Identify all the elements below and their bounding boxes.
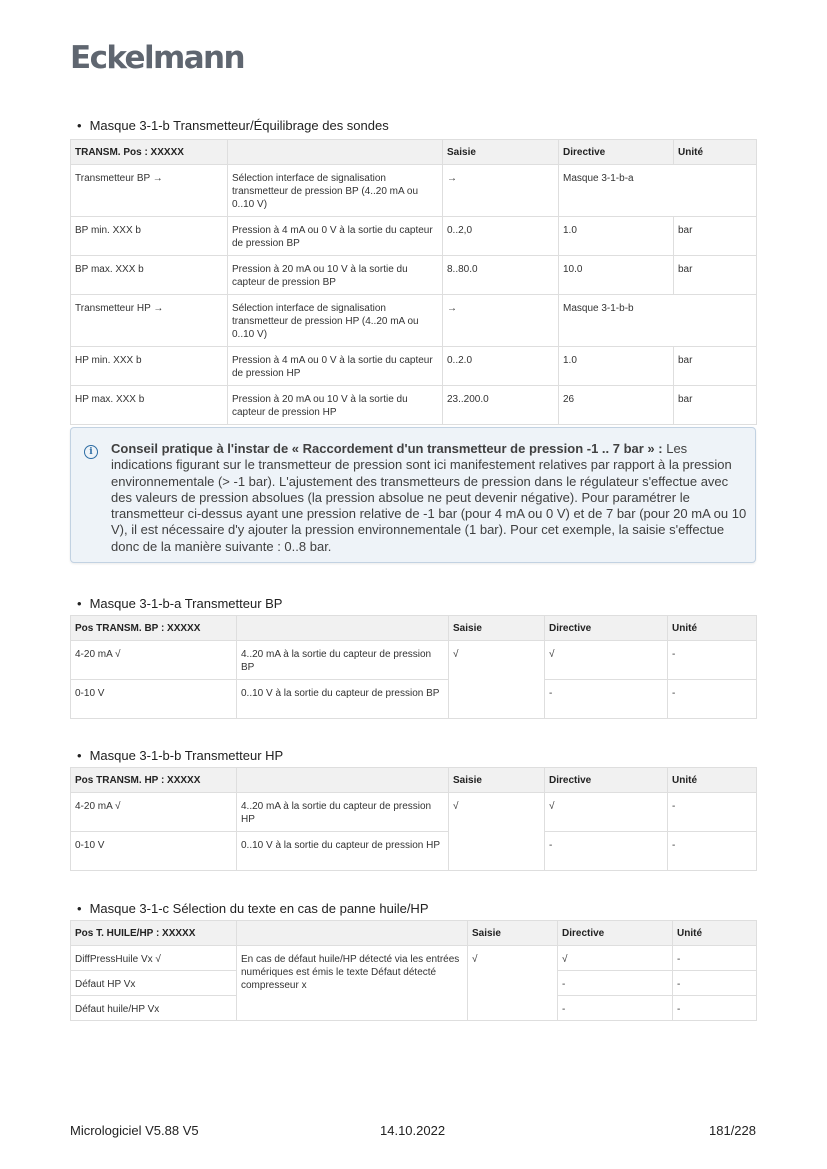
table-cell: bar (674, 256, 757, 295)
table-cell: - (545, 680, 668, 719)
table-cell: 23..200.0 (443, 386, 559, 425)
col-header: Saisie (449, 616, 545, 641)
table-cell: 0..10 V à la sortie du capteur de pression HP (237, 832, 449, 871)
table-cell: √ (545, 793, 668, 832)
table-cell: √ (545, 641, 668, 680)
section-heading-3-1-b-a: • Masque 3-1-b-a Transmetteur BP (77, 596, 283, 611)
table-row (71, 680, 757, 719)
table-cell: - (673, 996, 757, 1021)
footer-date: 14.10.2022 (380, 1123, 446, 1138)
table-cell: Transmetteur HP → (71, 295, 228, 347)
col-header: TRANSM. Pos : XXXXX (71, 140, 228, 165)
table-cell: En cas de défaut huile/HP détecté via les entrées numériques est émis le texte Défaut détecté compresseur x (237, 946, 468, 1021)
table-cell: Défaut huile/HP Vx (71, 996, 237, 1021)
table-cell: 1.0 (559, 347, 674, 386)
table-3-1-b-b (70, 767, 757, 871)
table-cell: √ (468, 946, 558, 1021)
table-cell: - (668, 641, 757, 680)
heading-text: Masque 3-1-b-a Transmetteur BP (89, 596, 283, 611)
table-cell: 0-10 V (71, 680, 237, 719)
table-cell: Masque 3-1-b-a (559, 165, 757, 217)
table-cell: BP max. XXX b (71, 256, 228, 295)
table-row (71, 347, 757, 386)
table-cell: 0..2.0 (443, 347, 559, 386)
table-cell: 1.0 (559, 217, 674, 256)
table-row (71, 641, 757, 680)
col-header: Unité (673, 921, 757, 946)
col-header: Pos TRANSM. HP : XXXXX (71, 768, 237, 793)
footer-firmware: Micrologiciel V5.88 V5 (70, 1123, 199, 1138)
table-cell: 10.0 (559, 256, 674, 295)
table-row (71, 793, 757, 832)
heading-text: Masque 3-1-c Sélection du texte en cas de panne huile/HP (89, 901, 429, 916)
table-cell: bar (674, 217, 757, 256)
col-header: Directive (545, 616, 668, 641)
table-cell: 26 (559, 386, 674, 425)
table-3-1-b-a (70, 615, 757, 719)
col-header: Directive (545, 768, 668, 793)
section-heading-3-1-c: • Masque 3-1-c Sélection du texte en cas de panne huile/HP (77, 901, 429, 916)
table-cell: Pression à 4 mA ou 0 V à la sortie du capteur de pression HP (228, 347, 443, 386)
table-cell: - (668, 832, 757, 871)
col-header: Unité (668, 768, 757, 793)
table-cell: 4-20 mA √ (71, 641, 237, 680)
table-cell: bar (674, 386, 757, 425)
table-cell: Sélection interface de signalisation transmetteur de pression HP (4..20 mA ou 0..10 V) (228, 295, 443, 347)
col-header: Pos T. HUILE/HP : XXXXX (71, 921, 237, 946)
table-cell: 0..2,0 (443, 217, 559, 256)
table-cell: Défaut HP Vx (71, 971, 237, 996)
footer-page-number: 181/228 (709, 1123, 756, 1138)
col-header: Directive (559, 140, 674, 165)
note-text (111, 441, 751, 555)
table-cell: DiffPressHuile Vx √ (71, 946, 237, 971)
info-icon: i (84, 445, 98, 459)
table-cell: 4..20 mA à la sortie du capteur de pression BP (237, 641, 449, 680)
table-row (71, 165, 757, 217)
table-row (71, 946, 757, 971)
table-cell: - (668, 793, 757, 832)
col-header: Directive (558, 921, 673, 946)
table-row (71, 217, 757, 256)
col-header: Unité (668, 616, 757, 641)
table-cell: Transmetteur BP → (71, 165, 228, 217)
col-header (237, 616, 449, 641)
col-header: Saisie (449, 768, 545, 793)
table-cell: Masque 3-1-b-b (559, 295, 757, 347)
table-cell: - (673, 946, 757, 971)
table-cell: Pression à 20 mA ou 10 V à la sortie du capteur de pression BP (228, 256, 443, 295)
section-heading-3-1-b: • Masque 3-1-b Transmetteur/Équilibrage des sondes (77, 118, 389, 133)
heading-text: Masque 3-1-b Transmetteur/Équilibrage des sondes (89, 118, 389, 133)
table-cell: - (668, 680, 757, 719)
table-cell: HP max. XXX b (71, 386, 228, 425)
table-cell: - (673, 971, 757, 996)
table-cell: bar (674, 347, 757, 386)
table-row (71, 295, 757, 347)
table-cell: - (558, 971, 673, 996)
col-header: Pos TRANSM. BP : XXXXX (71, 616, 237, 641)
col-header: Saisie (468, 921, 558, 946)
table-cell: √ (558, 946, 673, 971)
table-cell: 0-10 V (71, 832, 237, 871)
table-cell: 8..80.0 (443, 256, 559, 295)
col-header (237, 921, 468, 946)
table-row (71, 832, 757, 871)
table-cell: - (558, 996, 673, 1021)
note-body-text: Les indications figurant sur le transmetteur de pression sont ici manifestement relatives par rapport à la pression environnementale (> -1 bar). L'ajustement des transmetteurs de pression dans le régulateur s'effectue avec des valeurs de pression absolues (la pression absolue ne peut devenir négative). Pour paramétrer le transmetteur ci-dessus ayant une pression relative de -1 bar (pour 4 mA ou 0 V) et de 7 bar (pour 20 mA ou 10 V), il est nécessaire d'y ajouter la pression environnementale (1 bar). Pour cet exemple, la saisie s'effectue donc de la manière suivante : 0..8 bar. (111, 441, 747, 554)
col-header: Unité (674, 140, 757, 165)
col-header (228, 140, 443, 165)
table-3-1-b (70, 139, 757, 425)
heading-text: Masque 3-1-b-b Transmetteur HP (89, 748, 284, 763)
section-heading-3-1-b-b: • Masque 3-1-b-b Transmetteur HP (77, 748, 284, 763)
table-cell: HP min. XXX b (71, 347, 228, 386)
table-cell: → (443, 295, 559, 347)
table-cell: Pression à 4 mA ou 0 V à la sortie du capteur de pression BP (228, 217, 443, 256)
practical-tip-note (70, 427, 756, 563)
col-header: Saisie (443, 140, 559, 165)
table-3-1-c (70, 920, 757, 1021)
table-cell: 4-20 mA √ (71, 793, 237, 832)
table-cell: BP min. XXX b (71, 217, 228, 256)
col-header (237, 768, 449, 793)
table-cell: - (545, 832, 668, 871)
eckelmann-logo: Eckelmann (70, 40, 244, 76)
table-cell: Sélection interface de signalisation transmetteur de pression BP (4..20 mA ou 0..10 V) (228, 165, 443, 217)
table-cell: √ (449, 641, 545, 719)
note-bold-text: Conseil pratique à l'instar de « Raccordement d'un transmetteur de pression -1 .. 7 bar » : (111, 441, 663, 456)
table-row (71, 386, 757, 425)
table-cell: → (443, 165, 559, 217)
table-cell: √ (449, 793, 545, 871)
table-cell: 4..20 mA à la sortie du capteur de pression HP (237, 793, 449, 832)
table-cell: Pression à 20 mA ou 10 V à la sortie du capteur de pression HP (228, 386, 443, 425)
table-cell: 0..10 V à la sortie du capteur de pression BP (237, 680, 449, 719)
table-row (71, 256, 757, 295)
